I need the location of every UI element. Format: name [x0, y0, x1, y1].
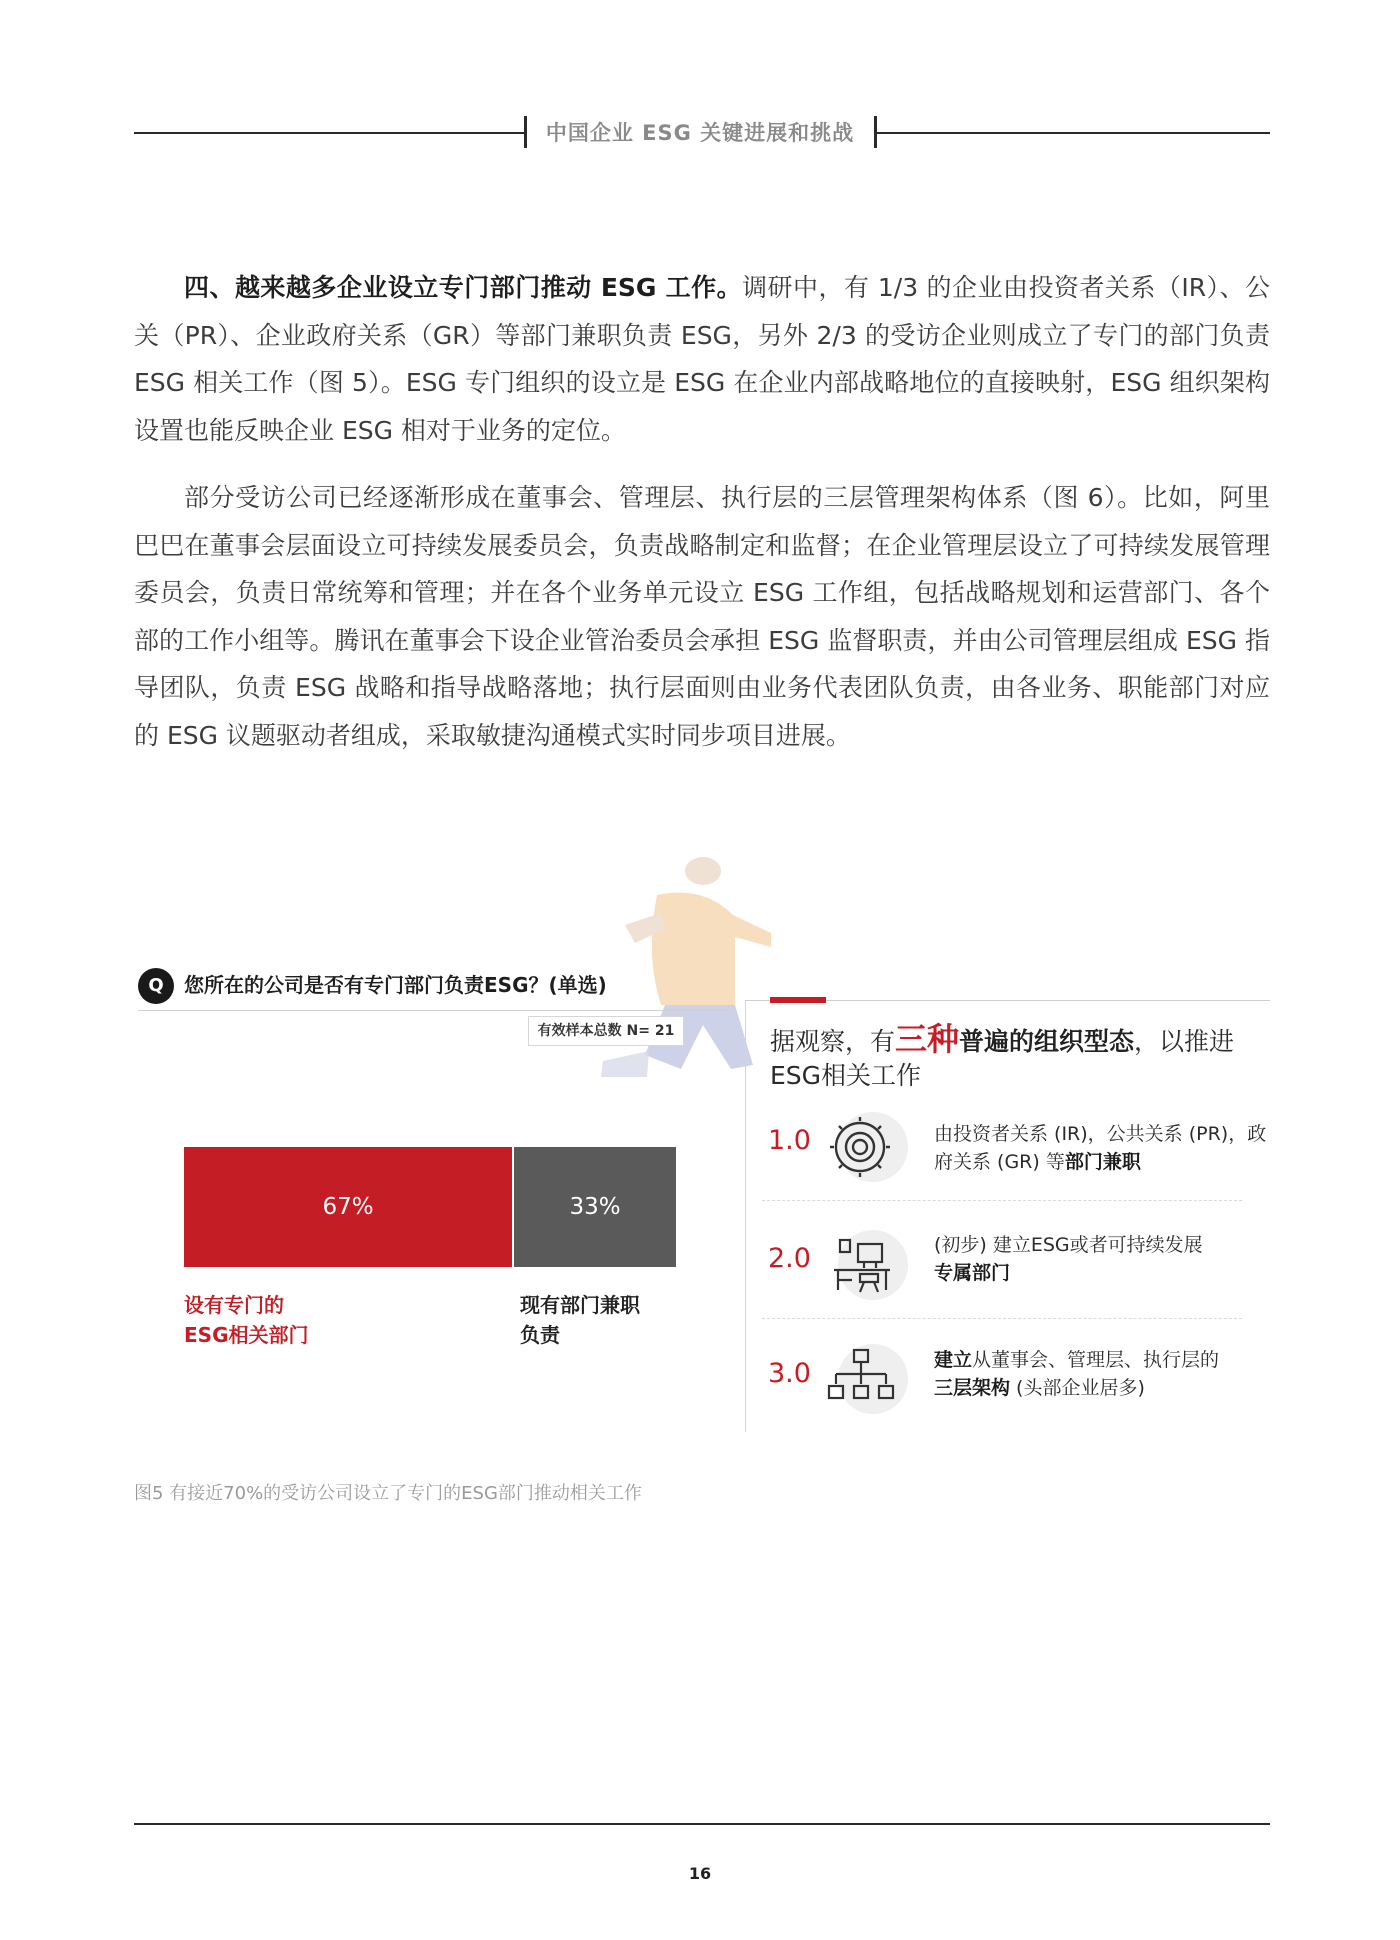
item-1-text	[934, 1120, 1274, 1176]
item-3-text-bold: 建立	[934, 1349, 973, 1371]
bar-value-label-part-time: 33%	[569, 1194, 621, 1220]
item-separator-1	[762, 1200, 1242, 1201]
item-3-text-post2: (头部企业居多)	[1010, 1377, 1145, 1399]
paragraph-1	[134, 264, 1270, 454]
panel-title	[770, 1022, 1270, 1093]
header-rule-left	[134, 132, 524, 134]
bar-dedicated-department	[184, 1147, 512, 1267]
header-rule-right	[877, 132, 1270, 134]
item-2-text-bold: 专属部门	[934, 1262, 1011, 1284]
question-badge: Q	[138, 968, 174, 1004]
office-desk-icon	[824, 1230, 908, 1300]
gear-icon	[824, 1112, 908, 1182]
page-number: 16	[688, 1864, 712, 1883]
panel-title-pre: 据观察，有	[770, 1027, 896, 1056]
paragraph-2	[134, 474, 1270, 759]
item-3-number: 3.0	[768, 1358, 811, 1389]
item-3-text-post: 从董事会、管理层、执行层的	[972, 1349, 1220, 1371]
chart-title-rule	[138, 1010, 732, 1011]
item-separator-2	[762, 1318, 1242, 1319]
header-title: 中国企业 ESG 关键进展和挑战	[545, 121, 855, 145]
panel-title-bold: 普遍的组织型态	[959, 1027, 1135, 1056]
chart-title: 您所在的公司是否有专门部门负责ESG？(单选)	[184, 973, 607, 997]
sample-size-note: 有效样本总数 N= 21	[528, 1016, 684, 1046]
bar-part-time-department	[514, 1147, 676, 1267]
category-label-part-time: 现有部门兼职 负责	[520, 1293, 640, 1347]
item-1-text-bold: 部门兼职	[1064, 1151, 1141, 1173]
bar-value-label-dedicated: 67%	[322, 1194, 374, 1220]
org-chart-icon	[824, 1344, 908, 1414]
item-3-text	[934, 1346, 1274, 1402]
panel-accent-bar	[770, 997, 826, 1003]
item-2-text-pre: (初步) 建立ESG或者可持续发展	[934, 1234, 1203, 1256]
item-1-text-pre: 由投资者关系 (IR)，公共关系 (PR)，政府关系 (GR) 等	[934, 1123, 1267, 1173]
footer-rule	[134, 1823, 1270, 1825]
panel-title-highlight: 三种	[895, 1020, 960, 1058]
header-tick-left	[524, 116, 527, 148]
category-label-dedicated: 设有专门的 ESG相关部门	[184, 1293, 309, 1347]
paragraph-1-text: 调研中，有 1/3 的企业由投资者关系（IR）、公关（PR）、企业政府关系（GR）等部门兼职负责 ESG，另外 2/3 的受访企业则成立了专门的部门负责 ESG 相关工作（图 5）。ESG 专门组织的设立是 ESG 在企业内部战略地位的直接映射，ESG 组织架构设置也能反映企业 ESG 相对于业务的定位。	[134, 273, 1271, 445]
item-2-number: 2.0	[768, 1243, 811, 1274]
panel-divider	[745, 1000, 746, 1432]
figure-caption: 图5 有接近70%的受访公司设立了专门的ESG部门推动相关工作	[134, 1483, 642, 1504]
item-3-text-bold2: 三层架构	[934, 1377, 1011, 1399]
item-2-text	[934, 1231, 1274, 1287]
paragraph-2-text: 部分受访公司已经逐渐形成在董事会、管理层、执行层的三层管理架构体系（图 6）。比如，阿里巴巴在董事会层面设立可持续发展委员会，负责战略制定和监督；在企业管理层设立了可持续发展管理委员会，负责日常统筹和管理；并在各个业务单元设立 ESG 工作组，包括战略规划和运营部门、各个部的工作小组等。腾讯在董事会下设企业管治委员会承担 ESG 监督职责，并由公司管理层组成 ESG 指导团队，负责 ESG 战略和指导战略落地；执行层面则由业务代表团队负责，由各业务、职能部门对应的 ESG 议题驱动者组成，采取敏捷沟通模式实时同步项目进展。	[134, 483, 1270, 750]
panel-title-post: ，以推进ESG相关工作	[770, 1027, 1235, 1090]
item-1-number: 1.0	[768, 1125, 811, 1156]
paragraph-1-lead: 四、越来越多企业设立专门部门推动 ESG 工作。	[184, 273, 743, 302]
